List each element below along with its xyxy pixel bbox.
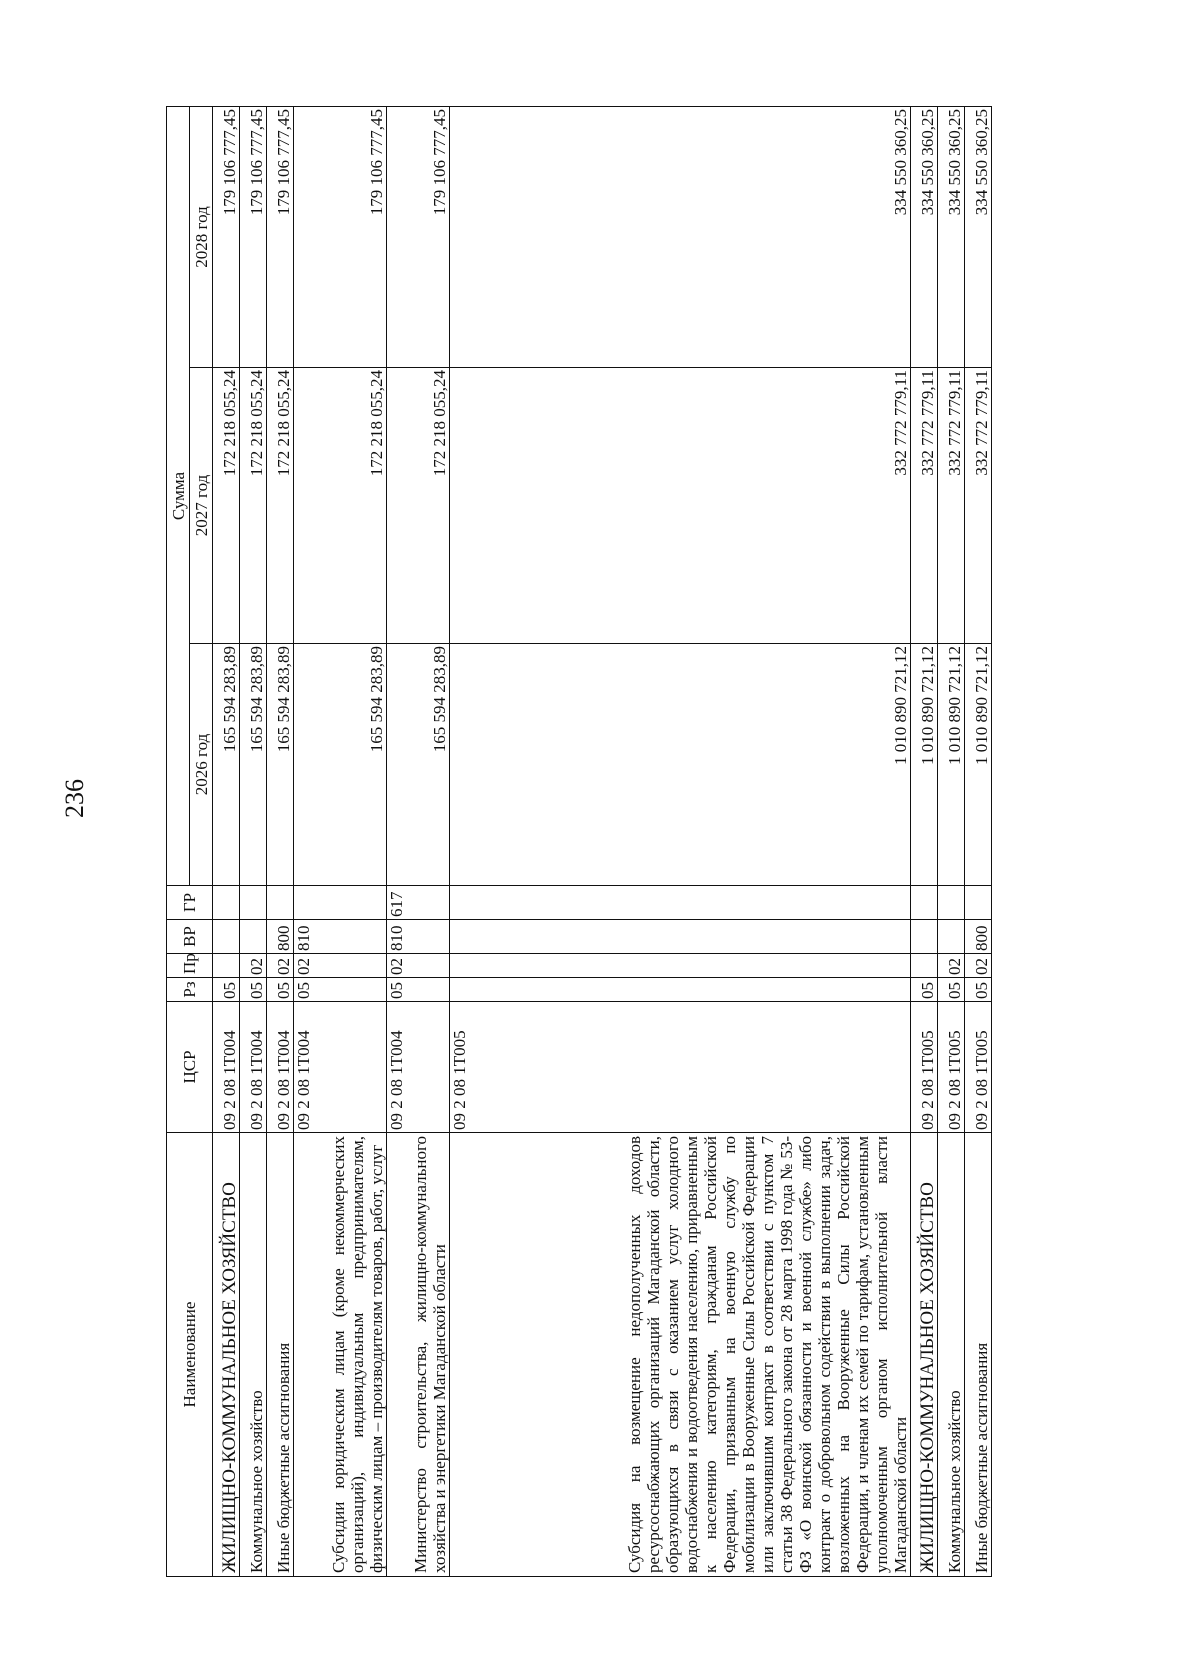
row-csr: 09 2 08 1Т004: [267, 1002, 294, 1133]
header-row-1: [167, 106, 190, 1576]
row-pr: 02: [387, 954, 450, 978]
row-2027: 172 218 055,24: [387, 368, 450, 644]
row-rz: 05: [294, 978, 387, 1002]
row-2026: 165 594 283,89: [213, 644, 240, 886]
table-row: [387, 106, 450, 1576]
row-name: Иные бюджетные ассигнования: [267, 1133, 294, 1577]
row-vr: [213, 920, 240, 954]
header-gr: ГР: [167, 886, 213, 920]
row-2027: 172 218 055,24: [213, 368, 240, 644]
row-pr: 02: [240, 954, 267, 978]
row-pr: [911, 954, 938, 978]
row-2027: 172 218 055,24: [267, 368, 294, 644]
row-vr: 800: [267, 920, 294, 954]
row-vr: 810: [387, 920, 450, 954]
row-2026: 1 010 890 721,12: [938, 644, 965, 886]
row-gr: [938, 886, 965, 920]
row-csr: 09 2 08 1Т005: [911, 1002, 938, 1133]
table-row: [294, 106, 387, 1576]
row-vr: [911, 920, 938, 954]
row-2027: 332 772 779,11: [450, 368, 911, 644]
row-2026: 1 010 890 721,12: [911, 644, 938, 886]
row-vr: [240, 920, 267, 954]
row-rz: 05: [965, 978, 992, 1002]
table-row: [911, 106, 938, 1576]
row-gr: [911, 886, 938, 920]
row-2028: 179 106 777,45: [387, 106, 450, 367]
row-2028: 334 550 360,25: [911, 106, 938, 367]
row-2027: 332 772 779,11: [911, 368, 938, 644]
table-row: [213, 106, 240, 1576]
row-pr: 02: [267, 954, 294, 978]
header-rz: Рз: [167, 978, 213, 1002]
row-pr: 02: [965, 954, 992, 978]
row-2028: 179 106 777,45: [240, 106, 267, 367]
row-vr: [450, 920, 911, 954]
row-pr: [213, 954, 240, 978]
row-name: Коммунальное хозяйство: [938, 1133, 965, 1577]
row-vr: 800: [965, 920, 992, 954]
row-rz: 05: [387, 978, 450, 1002]
row-pr: 02: [294, 954, 387, 978]
row-rz: 05: [213, 978, 240, 1002]
row-csr: 09 2 08 1Т005: [965, 1002, 992, 1133]
budget-table-container: [166, 107, 992, 1577]
row-2028: 334 550 360,25: [938, 106, 965, 367]
header-name: Наименование: [167, 1133, 213, 1577]
row-name: Министерство строительства, жилищно-коммунального хозяйства и энергетики Магаданской области: [387, 1133, 450, 1577]
header-csr: ЦСР: [167, 1002, 213, 1133]
row-gr: 617: [387, 886, 450, 920]
table-row: [450, 106, 911, 1576]
row-pr: 02: [938, 954, 965, 978]
row-rz: 05: [240, 978, 267, 1002]
row-gr: [965, 886, 992, 920]
row-pr: [450, 954, 911, 978]
row-2026: 165 594 283,89: [294, 644, 387, 886]
row-rz: 05: [911, 978, 938, 1002]
row-2026: 165 594 283,89: [240, 644, 267, 886]
row-csr: 09 2 08 1Т005: [938, 1002, 965, 1133]
row-rz: 05: [938, 978, 965, 1002]
row-2026: 165 594 283,89: [267, 644, 294, 886]
row-2027: 172 218 055,24: [240, 368, 267, 644]
row-name: Субсидии юридическим лицам (кроме некоммерческих организаций), индивидуальным предпринимателям, физическим лицам – производителям товаров, работ, услуг: [294, 1133, 387, 1577]
header-sum: Сумма: [167, 106, 190, 885]
row-2028: 334 550 360,25: [965, 106, 992, 367]
row-2026: 1 010 890 721,12: [450, 644, 911, 886]
row-name: Коммунальное хозяйство: [240, 1133, 267, 1577]
row-gr: [294, 886, 387, 920]
row-rz: [450, 978, 911, 1002]
row-name: ЖИЛИЩНО-КОММУНАЛЬНОЕ ХОЗЯЙСТВО: [911, 1133, 938, 1577]
row-2026: 1 010 890 721,12: [965, 644, 992, 886]
row-csr: 09 2 08 1Т004: [294, 1002, 387, 1133]
row-csr: 09 2 08 1Т004: [240, 1002, 267, 1133]
row-name: Иные бюджетные ассигнования: [965, 1133, 992, 1577]
row-vr: [938, 920, 965, 954]
row-csr: 09 2 08 1Т005: [450, 1002, 911, 1133]
page-number: 236: [60, 779, 89, 818]
row-name: Субсидия на возмещение недополученных доходов ресурсоснабжающих организаций Магаданской области, образующихся в связи с оказанием услуг холодного водоснабжения и водоотведения населению, приравненным к населению категориям, гражданам Российской Федерации, призванным на военную службу по мобилизации в Вооруженные Силы Российской Федерации или заключившим контракт в соответствии с пунктом 7 статьи 38 Федерального закона от 28 марта 1998 года № 53-ФЗ «О воинской обязанности и военной службе» либо контракт о добровольном содействии в выполнении задач, возложенных на Вооруженные Силы Российской Федерации, и членам их семей по тарифам, установленным уполномоченным органом исполнительной власти Магаданской области: [450, 1133, 911, 1577]
header-2026: 2026 год: [190, 644, 213, 886]
row-2028: 179 106 777,45: [267, 106, 294, 367]
row-gr: [450, 886, 911, 920]
header-pr: Пр: [167, 954, 213, 978]
row-gr: [267, 886, 294, 920]
table-row: [965, 106, 992, 1576]
row-vr: 810: [294, 920, 387, 954]
row-rz: 05: [267, 978, 294, 1002]
table-row: [938, 106, 965, 1576]
row-2027: 332 772 779,11: [938, 368, 965, 644]
row-2028: 179 106 777,45: [213, 106, 240, 367]
header-2027: 2027 год: [190, 368, 213, 644]
budget-table: [166, 106, 992, 1577]
table-row: [240, 106, 267, 1576]
row-gr: [213, 886, 240, 920]
table-row: [267, 106, 294, 1576]
row-gr: [240, 886, 267, 920]
row-2028: 179 106 777,45: [294, 106, 387, 367]
row-2027: 172 218 055,24: [294, 368, 387, 644]
row-name: ЖИЛИЩНО-КОММУНАЛЬНОЕ ХОЗЯЙСТВО: [213, 1133, 240, 1577]
header-vr: ВР: [167, 920, 213, 954]
row-2027: 332 772 779,11: [965, 368, 992, 644]
row-2026: 165 594 283,89: [387, 644, 450, 886]
row-2028: 334 550 360,25: [450, 106, 911, 367]
header-2028: 2028 год: [190, 106, 213, 367]
row-csr: 09 2 08 1Т004: [387, 1002, 450, 1133]
row-csr: 09 2 08 1Т004: [213, 1002, 240, 1133]
